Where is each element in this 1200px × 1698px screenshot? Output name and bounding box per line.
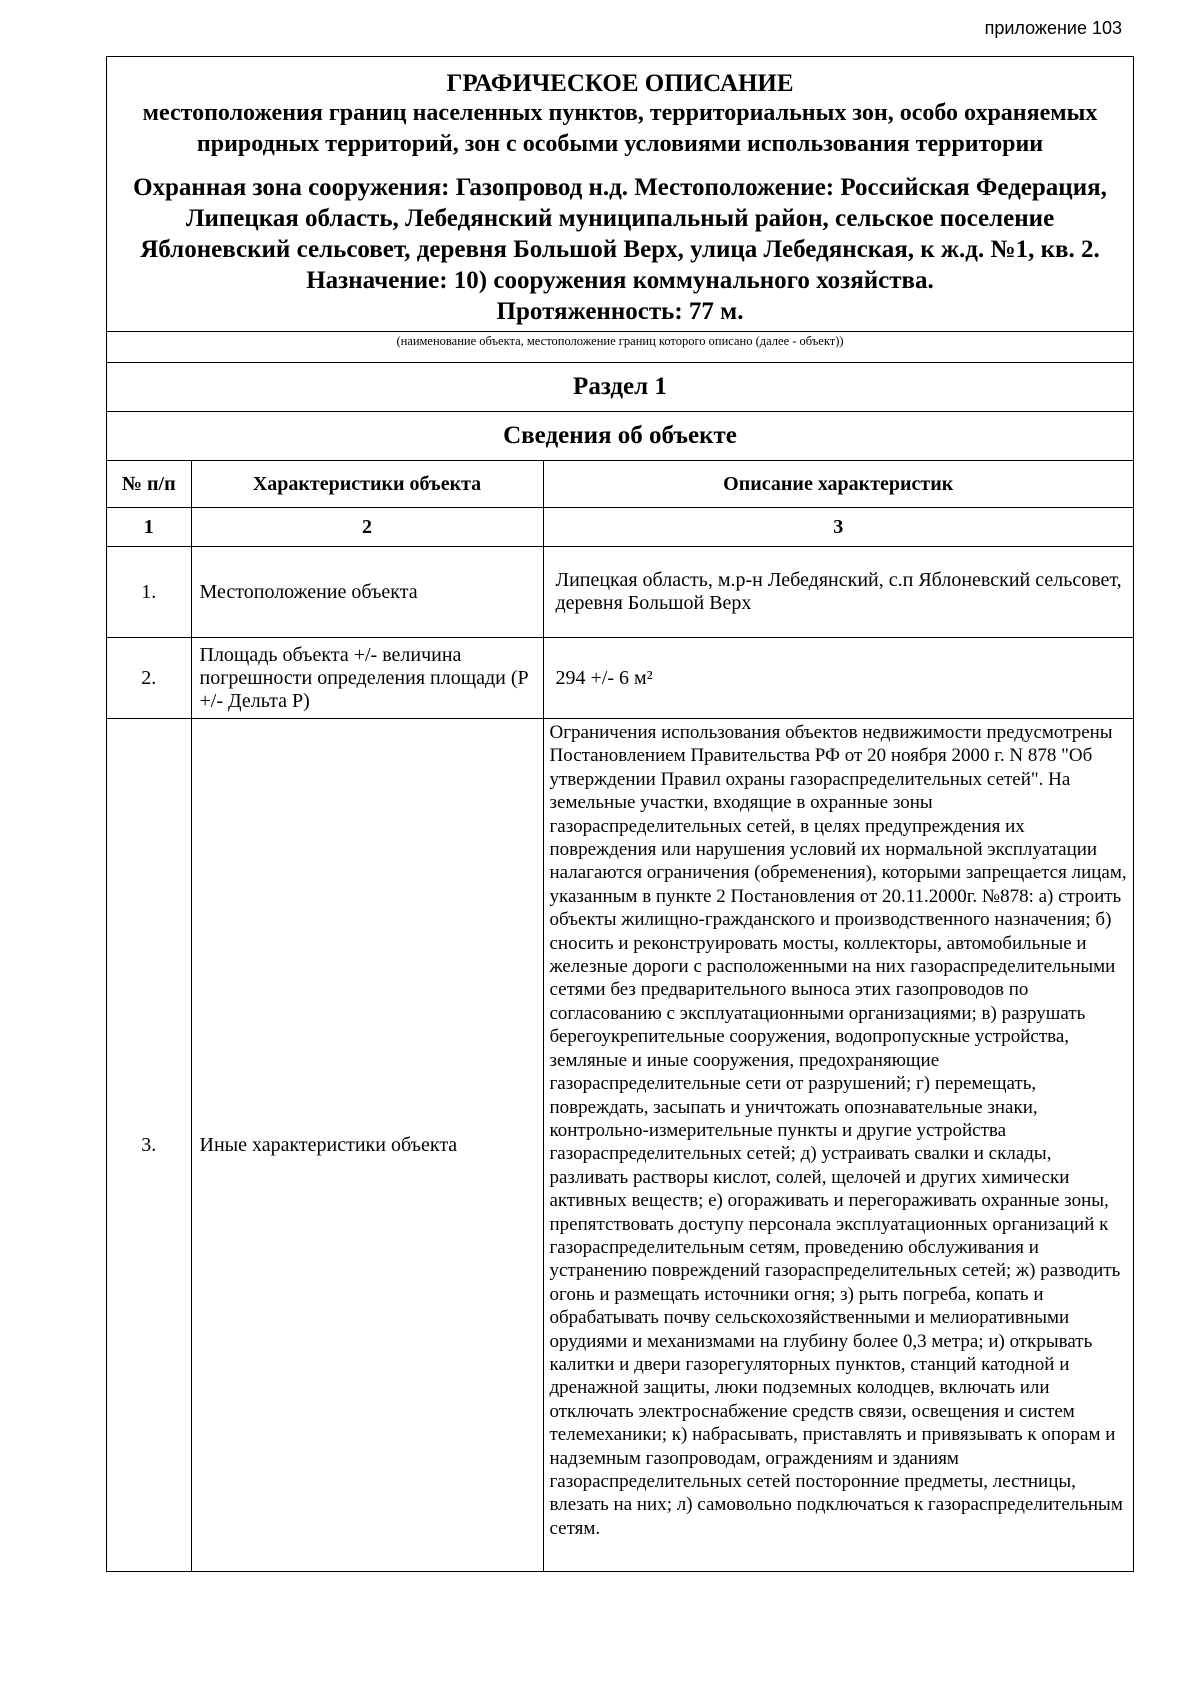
row-characteristic: Иные характеристики объекта <box>191 719 543 1572</box>
object-caption: (наименование объекта, местоположение границ которого описано (далее - объект)) <box>107 331 1133 362</box>
document-title: ГРАФИЧЕСКОЕ ОПИСАНИЕ <box>446 70 794 97</box>
appendix-label: приложение 103 <box>984 18 1122 38</box>
table-row <box>107 547 1133 638</box>
row-description: Ограничения использования объектов недвижимости предусмотрены Постановлением Правительства РФ от 20 ноября 2000 г. N 878 "Об утверждении Правил охраны газораспределительных сетей". На земельные участки, входящие в охранные зоны газораспределительных сетей, в целях предупреждения их повреждения или нарушения условий их нормальной эксплуатации налагаются ограничения (обременения), которыми запрещается лицам, указанным в пункте 2 Постановления от 20.11.2000г. №878: а) строить объекты жилищно-гражданского и производственного назначения; б) сносить и реконструировать мосты, коллекторы, автомобильные и железные дороги с расположенными на них газораспределительными сетями без предварительного выноса этих газопроводов по согласованию с эксплуатационными организациями; в) разрушать берегоукрепительные сооружения, водопропускные устройства, земляные и иные сооружения, предохраняющие газораспределительные сети от разрушений; г) перемещать, повреждать, засыпать и уничтожать опознавательные знаки, контрольно-измерительные пункты и другие устройства газораспределительных сетей; д) устраивать свалки и склады, разливать растворы кислот, солей, щелочей и других химически активных веществ; е) огораживать и перегораживать охранные зоны, препятствовать доступу персонала эксплуатационных организаций к газораспределительным сетям, проведению обслуживания и устранению повреждений газораспределительных сетей; ж) разводить огонь и размещать источники огня; з) рыть погреба, копать и обрабатывать почву сельскохозяйственными и мелиоративными орудиями и механизмами на глубину более 0,3 метра; и) открывать калитки и двери газорегуляторных пунктов, станций катодной и дренажной защиты, люки подземных колодцев, включать или отключать электроснабжение средств связи, освещения и систем телемеханики; к) набрасывать, приставлять и привязывать к опорам и надземным газопроводам, ограждениям и зданиям газораспределительных сетей посторонние предметы, лестницы, влезать на них; л) самовольно подключаться к газораспределительным сетям. <box>543 719 1133 1572</box>
object-length: Протяженность: 77 м. <box>496 298 744 325</box>
document-frame <box>106 56 1134 1572</box>
object-info-table <box>107 460 1133 1571</box>
row-number: 3. <box>107 719 191 1572</box>
row-characteristic: Местоположение объекта <box>191 547 543 638</box>
row-number: 1. <box>107 547 191 638</box>
header-characteristic: Характеристики объекта <box>191 461 543 508</box>
header-description: Описание характеристик <box>543 461 1133 508</box>
table-row <box>107 719 1133 1572</box>
header-number: № п/п <box>107 461 191 508</box>
column-number: 2 <box>191 508 543 547</box>
column-number: 3 <box>543 508 1133 547</box>
row-number: 2. <box>107 638 191 719</box>
object-name <box>117 172 1123 327</box>
row-description: 294 +/- 6 м² <box>543 638 1133 719</box>
table-header-row <box>107 461 1133 508</box>
object-description: Охранная зона сооружения: Газопровод н.д. Местоположение: Российская Федерация, Липецкая область, Лебедянский муниципальный район, сельское поселение Яблоневский сельсовет, деревня Большой Верх, улица Лебедянская, к ж.д. №1, кв. 2. Назначение: 10) сооружения коммунального хозяйства. <box>133 174 1107 294</box>
row-characteristic: Площадь объекта +/- величина погрешности определения площади (P +/- Дельта P) <box>191 638 543 719</box>
document-subtitle: местоположения границ населенных пунктов, территориальных зон, особо охраняемых природных территорий, зон с особыми условиями использования территории <box>142 100 1098 157</box>
column-number-row <box>107 508 1133 547</box>
row-description: Липецкая область, м.р-н Лебедянский, с.п Яблоневский сельсовет, деревня Большой Верх <box>543 547 1133 638</box>
section-subtitle: Сведения об объекте <box>107 411 1133 460</box>
section-title: Раздел 1 <box>107 362 1133 411</box>
column-number: 1 <box>107 508 191 547</box>
table-row <box>107 638 1133 719</box>
document-header <box>107 57 1133 331</box>
